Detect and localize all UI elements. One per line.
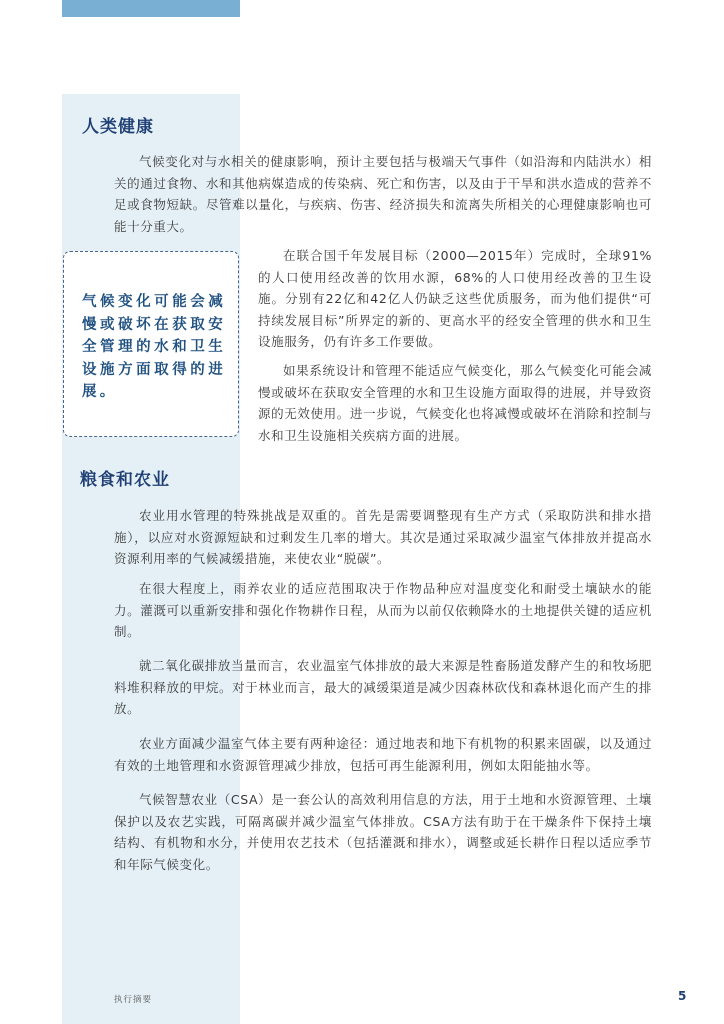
agriculture-paragraph-3: 就二氧化碳排放当量而言，农业温室气体排放的最大来源是牲畜肠道发酵产生的和牧场肥料堆积释放的甲烷。对于林业而言，最大的减缓渠道是减少因森林砍伐和森林退化而产生的排放。	[114, 658, 652, 716]
callout-quote: 气候变化可能会减慢或破坏在获取安全管理的水和卫生设施方面取得的进展。	[82, 294, 226, 400]
agriculture-paragraph-5: 气候智慧农业（CSA）是一套公认的高效利用信息的方法，用于土地和水资源管理、土壤保护以及农艺实践，可隔离碳并减少温室气体排放。CSA方法有助于在干燥条件下保持土壤结构、有机物和水分，并使用农艺技术（包括灌溉和排水），调整或延长耕作日程以适应季节和年际气候变化。	[114, 792, 652, 872]
section-heading-health: 人类健康	[82, 117, 154, 137]
page-number: 5	[678, 989, 687, 1003]
footer-label: 执行摘要	[114, 995, 153, 1005]
health-paragraph-2: 在联合国千年发展目标（2000—2015年）完成时，全球91%的人口使用经改善的饮用水源，68%的人口使用经改善的卫生设施。分别有22亿和42亿人仍缺乏这些优质服务，而为他们提供“可持续发展目标”所界定的新的、更高水平的经安全管理的供水和卫生设施服务，仍有许多工作要做。	[258, 248, 652, 349]
top-color-tab	[62, 0, 240, 17]
agriculture-paragraph-1: 农业用水管理的特殊挑战是双重的。首先是需要调整现有生产方式（采取防洪和排水措施），以应对水资源短缺和过剩发生几率的增大。其次是通过采取减少温室气体排放并提高水资源利用率的气候减缓措施，来使农业“脱碳”。	[114, 508, 652, 566]
health-paragraph-1: 气候变化对与水相关的健康影响，预计主要包括与极端天气事件（如沿海和内陆洪水）相关的通过食物、水和其他病媒造成的传染病、死亡和伤害，以及由于干旱和洪水造成的营养不足或食物短缺。尽管难以量化，与疾病、伤害、经济损失和流离失所相关的心理健康影响也可能十分重大。	[114, 154, 652, 234]
health-paragraph-3: 如果系统设计和管理不能适应气候变化，那么气候变化可能会减慢或破坏在获取安全管理的水和卫生设施方面取得的进展，并导致资源的无效使用。进一步说，气候变化也将减慢或破坏在消除和控制与水和卫生设施相关疾病方面的进展。	[258, 363, 652, 443]
section-heading-agriculture: 粮食和农业	[80, 470, 170, 490]
agriculture-paragraph-2: 在很大程度上，雨养农业的适应范围取决于作物品种应对温度变化和耐受土壤缺水的能力。灌溉可以重新安排和强化作物耕作日程，从而为以前仅依赖降水的土地提供关键的适应机制。	[114, 581, 652, 639]
agriculture-paragraph-4: 农业方面减少温室气体主要有两种途径：通过地表和地下有机物的积累来固碳，以及通过有效的土地管理和水资源管理减少排放，包括可再生能源利用，例如太阳能抽水等。	[114, 736, 652, 773]
